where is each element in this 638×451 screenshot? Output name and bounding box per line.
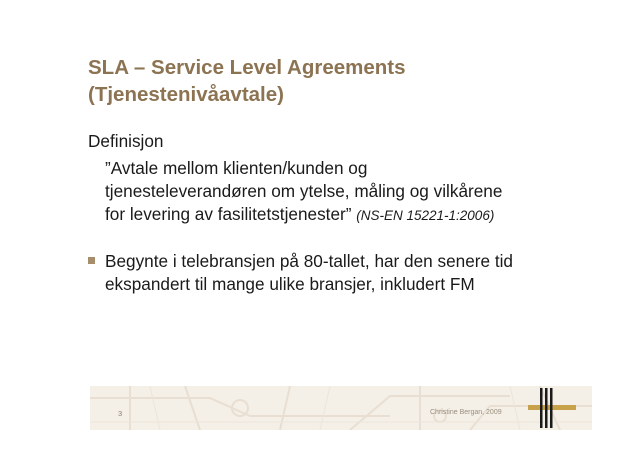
quote-line-3-wrap bbox=[105, 203, 598, 227]
vertical-bars-logo-icon bbox=[528, 388, 576, 428]
definition-heading: Definisjon bbox=[88, 131, 164, 151]
quote-reference: (NS-EN 15221-1:2006) bbox=[356, 208, 495, 223]
slide-title bbox=[88, 54, 588, 108]
title-line-2: (Tjenestenivåavtale) bbox=[88, 83, 284, 106]
quote-line-2: tjenesteleverandøren om ytelse, måling og vilkårene bbox=[105, 181, 503, 201]
footer-author: Christine Bergan, 2009 bbox=[430, 409, 502, 416]
quote-line-3: for levering av fasilitetstjenester” bbox=[105, 204, 352, 224]
definition-quote bbox=[105, 157, 598, 227]
square-bullet-icon bbox=[88, 257, 95, 264]
title-line-1: SLA – Service Level Agreements bbox=[88, 56, 406, 79]
bullet-text bbox=[105, 250, 598, 296]
bullet-line-1: Begynte i telebransjen på 80-tallet, har den senere tid bbox=[105, 251, 513, 271]
footer-band bbox=[90, 386, 592, 430]
bullet-item bbox=[88, 250, 598, 296]
page-number: 3 bbox=[118, 409, 123, 418]
quote-line-1: ”Avtale mellom klienten/kunden og bbox=[105, 158, 368, 178]
bullet-line-2: ekspandert til mange ulike bransjer, inkludert FM bbox=[105, 274, 475, 294]
footer-map-pattern bbox=[90, 386, 592, 430]
definition-block bbox=[88, 130, 598, 227]
